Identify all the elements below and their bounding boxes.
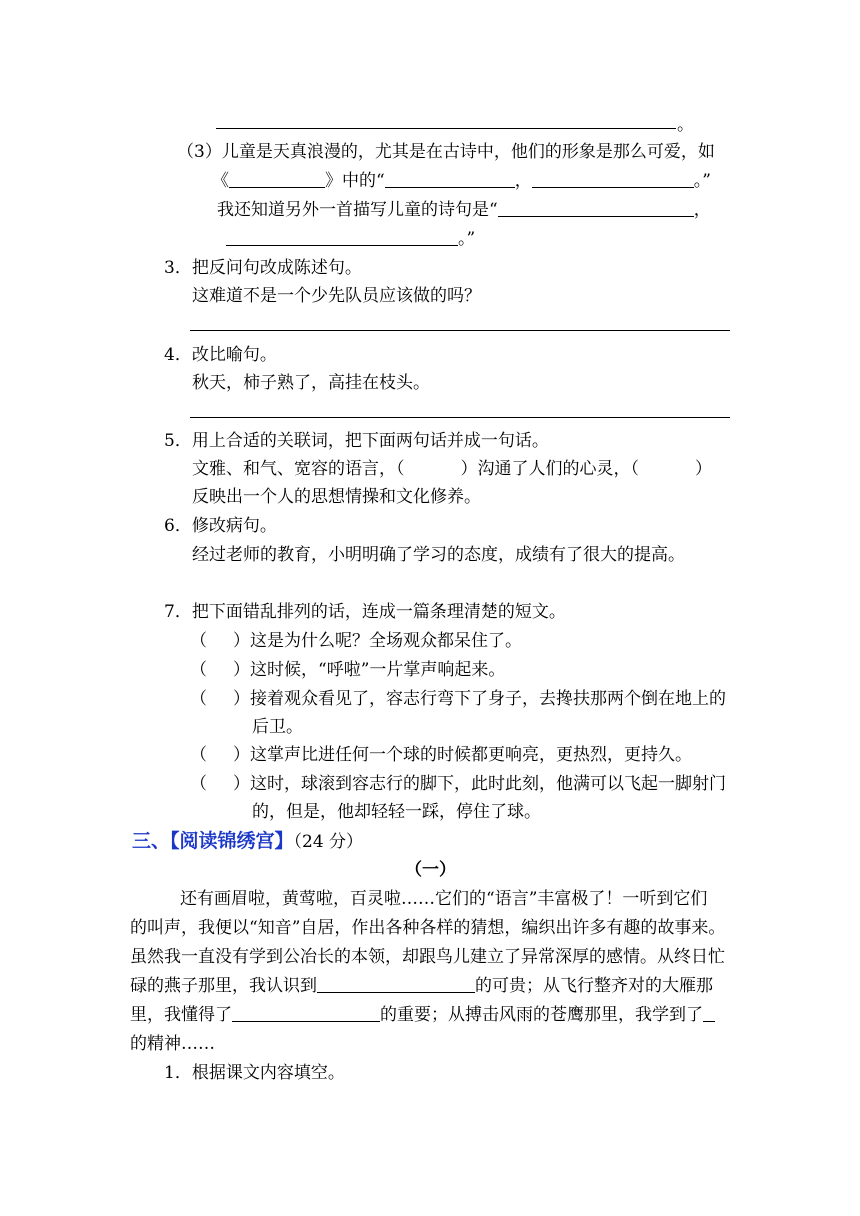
question-6-text: 经过老师的教育，小明明确了学习的态度，成绩有了很大的提高。 [192, 545, 685, 565]
punctuation: 《 [212, 171, 229, 191]
question-text: 我还知道另外一首描写儿童的诗句是“ [217, 200, 498, 220]
question-text: 文雅、和气、宽容的语言，（ [192, 459, 405, 479]
question-2-3-line2 [212, 170, 711, 192]
punctuation: ， [514, 171, 532, 191]
punctuation: 。” [693, 171, 711, 191]
passage-line-1: 还有画眉啦，黄莺啦，百灵啦……它们的“语言”丰富极了！一听到它们 [180, 889, 708, 909]
passage-text: 碌的燕子那里，我认识到 [130, 976, 317, 996]
paren-open: （ [190, 774, 207, 794]
question-5-title [164, 430, 549, 452]
question-2-3-line3 [217, 199, 711, 221]
order-item-1 [190, 630, 522, 652]
answer-blank-verse-4[interactable] [226, 229, 458, 246]
paren-open: （ [190, 660, 207, 680]
paren-open: （ [190, 631, 207, 651]
paren-open: （ [190, 745, 207, 765]
question-text: 儿童是天真浪漫的，尤其是在古诗中，他们的形象是那么可爱，如 [221, 142, 715, 162]
punctuation: 。 [677, 115, 694, 135]
order-item-3 [190, 688, 726, 710]
question-6-title [164, 515, 277, 537]
sub-question-label: （3） [177, 142, 222, 162]
answer-blank-swallow[interactable] [317, 976, 475, 993]
question-3-text: 这难道不是一个少先队员应该做的吗？ [192, 286, 481, 306]
question-fill [164, 1062, 345, 1084]
punctuation: 。” [458, 229, 476, 249]
question-title: 用上合适的关联词，把下面两句话并成一句话。 [191, 431, 549, 451]
passage-line-5 [130, 1004, 715, 1026]
passage-line-2: 的叫声，我便以“知音”自居，作出各种各样的猜想，编织出许多有趣的故事来。 [130, 918, 726, 938]
paren-close: ） [233, 631, 250, 651]
question-5-text-1 [192, 458, 712, 480]
passage-heading: （一） [405, 860, 456, 880]
answer-blank-eagle[interactable] [703, 1005, 715, 1022]
paren-close: ） [233, 774, 250, 794]
passage-line-6: 的精神…… [130, 1034, 215, 1054]
answer-blank-verse-2[interactable] [532, 171, 694, 188]
answer-line[interactable] [190, 417, 730, 418]
order-item-text: 这时候，“呼啦”一片掌声响起来。 [250, 660, 506, 680]
question-title: 修改病句。 [191, 516, 277, 536]
answer-blank-verse-1[interactable] [385, 171, 515, 188]
answer-blank-geese[interactable] [232, 1005, 380, 1022]
question-number: 6． [164, 516, 192, 536]
question-3-title [164, 257, 362, 279]
order-item-2 [190, 659, 505, 681]
order-item-text: 这掌声比进任何一个球的时候都更响亮，更热烈，更持久。 [250, 745, 692, 765]
question-title: 根据课文内容填空。 [191, 1063, 345, 1083]
passage-line-3: 虽然我一直没有学到公冶长的本领，却跟鸟儿建立了异常深厚的感情。从终日忙 [130, 947, 725, 967]
question-4-title [164, 344, 277, 366]
punctuation: ， [693, 200, 711, 220]
punctuation: ） [695, 459, 712, 479]
question-2-3 [177, 141, 715, 163]
paren-close: ） [233, 660, 250, 680]
question-text: ）沟通了人们的心灵，（ [460, 459, 639, 479]
order-item-text: 这时，球滚到容志行的脚下，此时此刻，他满可以飞起一脚射门 [250, 774, 726, 794]
order-item-text: 接着观众看见了，容志行弯下了身子，去搀扶那两个倒在地上的 [250, 689, 726, 709]
question-7-title [164, 601, 566, 623]
question-number: 7． [164, 602, 192, 622]
passage-text: 里，我懂得了 [130, 1005, 232, 1025]
question-number: 5． [164, 431, 192, 451]
order-item-3-cont: 后卫。 [252, 717, 303, 737]
question-number: 4． [164, 345, 192, 365]
paren-open: （ [190, 689, 207, 709]
order-item-text: 这是为什么呢？全场观众都呆住了。 [250, 631, 522, 651]
question-title: 把反问句改成陈述句。 [191, 258, 362, 278]
question-title: 改比喻句。 [191, 345, 277, 365]
question-title: 把下面错乱排列的话，连成一篇条理清楚的短文。 [191, 602, 566, 622]
paren-close: ） [233, 745, 250, 765]
answer-line[interactable] [216, 128, 676, 129]
answer-blank-poem-title[interactable] [229, 171, 325, 188]
answer-blank-verse-3[interactable] [498, 200, 694, 217]
passage-text: 的重要；从搏击风雨的苍鹰那里，我学到了 [380, 1005, 703, 1025]
question-5-text-2: 反映出一个人的思想情操和文化修养。 [192, 487, 481, 507]
question-4-text: 秋天，柿子熟了，高挂在枝头。 [192, 373, 430, 393]
answer-line[interactable] [190, 330, 730, 331]
question-number: 3． [164, 258, 192, 278]
paren-close: ） [233, 689, 250, 709]
section-title: 三、【阅读锦绣宫】 [132, 830, 294, 852]
question-2-3-line4 [226, 228, 475, 250]
order-item-5-cont: 的，但是，他却轻轻一踩，停住了球。 [252, 802, 541, 822]
passage-text: 的可贵；从飞行整齐对的大雁那 [475, 976, 713, 996]
question-number: 1． [164, 1063, 192, 1083]
order-item-5 [190, 773, 726, 795]
passage-line-4 [130, 975, 713, 997]
section-heading [132, 830, 363, 853]
punctuation: 》中的“ [325, 171, 385, 191]
section-score: （24 分） [293, 832, 364, 852]
order-item-4 [190, 744, 692, 766]
